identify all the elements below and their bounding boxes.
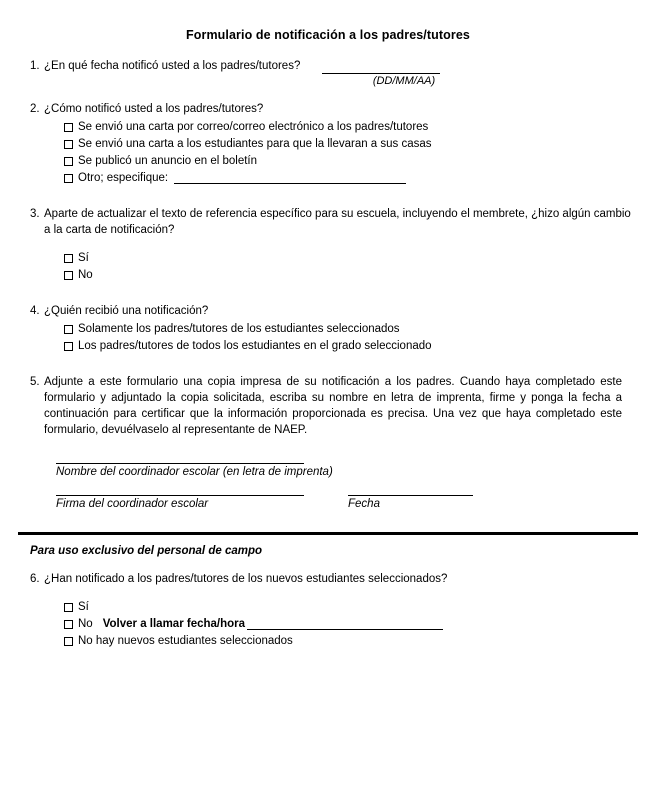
question-4-options — [44, 321, 638, 354]
checkbox-option[interactable] — [44, 153, 638, 169]
question-6-options — [44, 599, 638, 649]
checkbox-option-no[interactable] — [44, 267, 638, 283]
option-label: Sí — [78, 252, 89, 264]
date-caption: Fecha — [348, 498, 380, 510]
notification-date-field[interactable] — [322, 60, 440, 74]
signature-caption: Firma del coordinador escolar — [56, 498, 209, 510]
question-2 — [18, 101, 638, 186]
question-3-number: 3. — [30, 208, 40, 220]
question-1-number: 1. — [30, 60, 40, 72]
printed-name-caption: Nombre del coordinador escolar (en letra de imprenta) — [56, 466, 333, 478]
option-label: No — [78, 269, 93, 281]
checkbox-option-other[interactable] — [44, 170, 638, 186]
question-4-number: 4. — [30, 305, 40, 317]
question-1 — [18, 58, 638, 74]
checkbox-icon[interactable] — [64, 325, 73, 334]
checkbox-icon[interactable] — [64, 140, 73, 149]
question-2-text: ¿Cómo notificó usted a los padres/tutores? — [44, 103, 264, 115]
checkbox-option[interactable] — [44, 119, 638, 135]
section-divider — [18, 532, 638, 535]
checkbox-icon[interactable] — [64, 603, 73, 612]
signature-area — [18, 462, 638, 510]
checkbox-option[interactable] — [44, 338, 638, 354]
callback-datetime-field[interactable] — [247, 616, 443, 630]
option-label: Los padres/tutores de todos los estudiantes en el grado seleccionado — [78, 340, 432, 352]
checkbox-icon[interactable] — [64, 123, 73, 132]
option-label: Sí — [78, 601, 89, 613]
question-5-text: Adjunte a este formulario una copia impresa de su notificación a los padres. Cuando haya completado este formulario y adjuntado la copia solicitada, escriba su nombre en letra de imprenta, firme y ponga la fecha a continuación para certificar que la información proporcionada es precisa. Una vez que haya completado este formulario, devuélvaselo al representante de NAEP. — [44, 376, 622, 436]
checkbox-icon[interactable] — [64, 174, 73, 183]
checkbox-icon[interactable] — [64, 271, 73, 280]
checkbox-option[interactable] — [44, 321, 638, 337]
question-5 — [18, 374, 638, 438]
question-5-number: 5. — [30, 376, 40, 388]
option-label: Se envió una carta a los estudiantes para que la llevaran a sus casas — [78, 138, 432, 150]
question-4 — [18, 303, 638, 354]
field-staff-header: Para uso exclusivo del personal de campo — [30, 545, 263, 557]
question-6 — [18, 571, 638, 649]
checkbox-icon[interactable] — [64, 254, 73, 263]
checkbox-option-yes[interactable] — [44, 599, 638, 615]
checkbox-icon[interactable] — [64, 637, 73, 646]
option-label: No hay nuevos estudiantes seleccionados — [78, 635, 293, 647]
option-label: Otro; especifique: — [78, 172, 169, 184]
question-4-text: ¿Quién recibió una notificación? — [44, 305, 209, 317]
question-3-text: Aparte de actualizar el texto de referencia específico para su escuela, incluyendo el membrete, ¿hizo algún cambio a la carta de notificación? — [44, 208, 631, 236]
question-2-options — [44, 119, 638, 186]
question-1-text: ¿En qué fecha notificó usted a los padres/tutores? — [44, 60, 301, 72]
checkbox-icon[interactable] — [64, 620, 73, 629]
callback-label: Volver a llamar fecha/hora — [102, 618, 246, 630]
checkbox-icon[interactable] — [64, 157, 73, 166]
question-3-options — [44, 250, 638, 283]
form-page — [0, 28, 656, 803]
date-format-hint: (DD/MM/AA) — [372, 75, 436, 87]
checkbox-option[interactable] — [44, 136, 638, 152]
checkbox-option-yes[interactable] — [44, 250, 638, 266]
question-3 — [18, 206, 638, 283]
option-label: Se envió una carta por correo/correo electrónico a los padres/tutores — [78, 121, 429, 133]
question-6-number: 6. — [30, 573, 40, 585]
question-6-text: ¿Han notificado a los padres/tutores de los nuevos estudiantes seleccionados? — [44, 573, 448, 585]
question-2-number: 2. — [30, 103, 40, 115]
option-label: Solamente los padres/tutores de los estudiantes seleccionados — [78, 323, 400, 335]
checkbox-option-none[interactable] — [44, 633, 638, 649]
checkbox-option-no[interactable] — [44, 616, 638, 632]
other-specify-field[interactable] — [174, 170, 406, 184]
option-label: Se publicó un anuncio en el boletín — [78, 155, 258, 167]
checkbox-icon[interactable] — [64, 342, 73, 351]
page-title: Formulario de notificación a los padres/tutores — [186, 28, 470, 42]
option-label: No — [78, 618, 93, 630]
